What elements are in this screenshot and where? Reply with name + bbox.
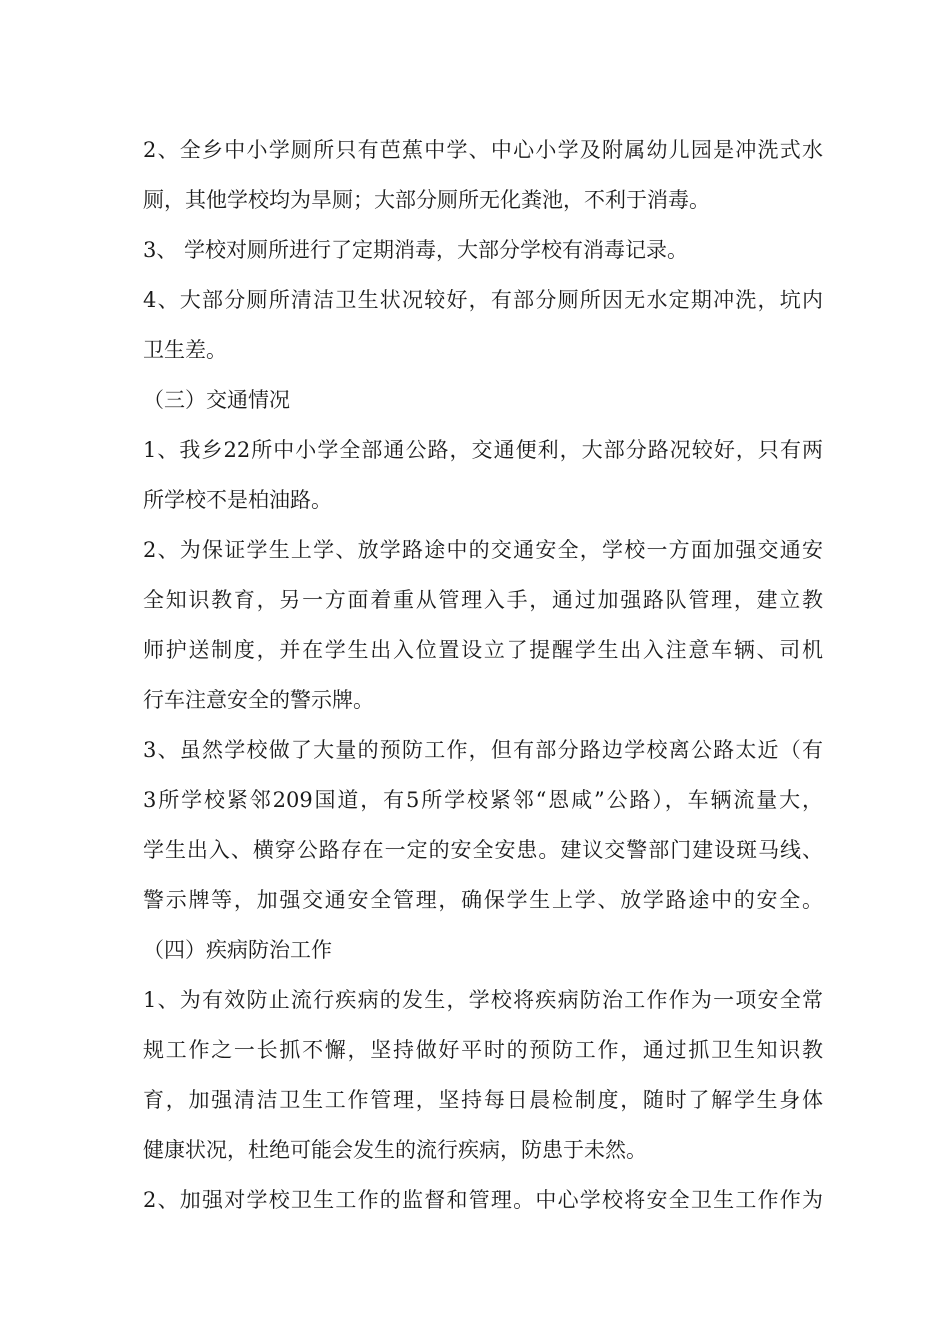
- paragraph-line: 3、 学校对厕所进行了定期消毒，大部分学校有消毒记录。: [143, 238, 689, 262]
- paragraph-line: 卫生差。: [143, 338, 227, 362]
- paragraph-line: 3所学校紧邻209国道，有5所学校紧邻“恩咸”公路），车辆流量大，: [143, 788, 823, 812]
- paragraph-line: 1、我乡22所中小学全部通公路，交通便利，大部分路况较好，只有两: [143, 438, 823, 462]
- paragraph-line: 1、为有效防止流行疾病的发生，学校将疾病防治工作作为一项安全常: [143, 988, 823, 1012]
- paragraph-line: 行车注意安全的警示牌。: [143, 688, 374, 712]
- paragraph-line: 全知识教育，另一方面着重从管理入手，通过加强路队管理，建立教: [143, 588, 823, 612]
- paragraph-line: 学生出入、横穿公路存在一定的安全安患。建议交警部门建设斑马线、: [143, 838, 823, 862]
- paragraph-line: 育，加强清洁卫生工作管理，坚持每日晨检制度，随时了解学生身体: [143, 1088, 823, 1112]
- paragraph-line: 4、大部分厕所清洁卫生状况较好，有部分厕所因无水定期冲洗，坑内: [143, 288, 823, 312]
- paragraph-line: 3、虽然学校做了大量的预防工作，但有部分路边学校离公路太近（有: [143, 738, 823, 762]
- section-heading: （四）疾病防治工作: [143, 938, 332, 962]
- paragraph-line: 2、加强对学校卫生工作的监督和管理。中心学校将安全卫生工作作为: [143, 1188, 823, 1212]
- paragraph-line: 师护送制度，并在学生出入位置设立了提醒学生出入注意车辆、司机: [143, 638, 823, 662]
- paragraph-line: 健康状况，杜绝可能会发生的流行疾病，防患于未然。: [143, 1138, 647, 1162]
- paragraph-line: 2、为保证学生上学、放学路途中的交通安全，学校一方面加强交通安: [143, 538, 823, 562]
- paragraph-line: 规工作之一长抓不懈，坚持做好平时的预防工作，通过抓卫生知识教: [143, 1038, 823, 1062]
- paragraph-line: 厕，其他学校均为旱厕；大部分厕所无化粪池，不利于消毒。: [143, 188, 710, 212]
- paragraph-line: 所学校不是柏油路。: [143, 488, 332, 512]
- paragraph-line: 警示牌等，加强交通安全管理，确保学生上学、放学路途中的安全。: [143, 888, 823, 912]
- section-heading: （三）交通情况: [143, 388, 290, 412]
- paragraph-line: 2、全乡中小学厕所只有芭蕉中学、中心小学及附属幼儿园是冲洗式水: [143, 138, 823, 162]
